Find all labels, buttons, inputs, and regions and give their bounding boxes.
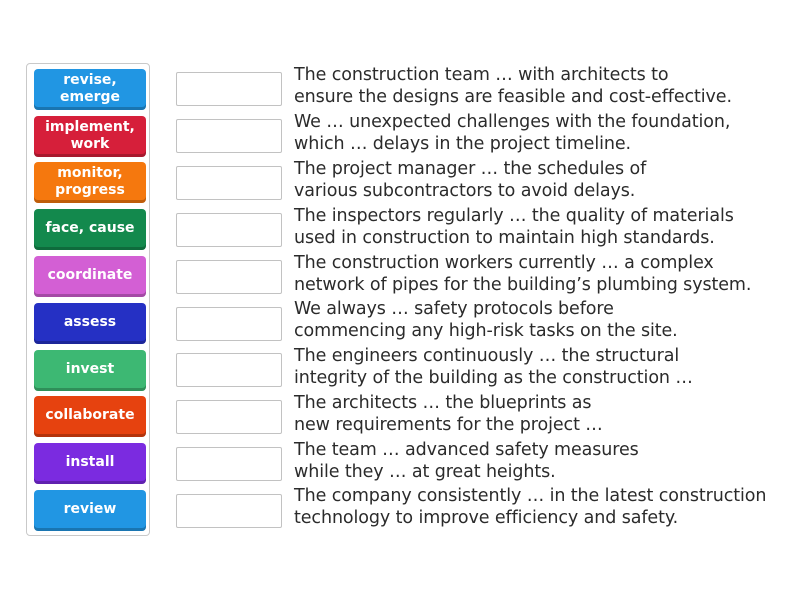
answer-drop-slot[interactable]	[176, 213, 282, 247]
question-text: The project manager … the schedules of various subcontractors to avoid delays.	[294, 159, 647, 201]
question-text: The construction team … with architects to ensure the designs are feasible and cost-effective.	[294, 65, 732, 107]
word-bank	[26, 63, 150, 536]
question-text: We always … safety protocols before commencing any high-risk tasks on the site.	[294, 299, 678, 341]
tile-label: assess	[63, 314, 117, 330]
tile-label: collaborate	[45, 407, 135, 423]
answer-tile[interactable]	[34, 256, 146, 297]
answer-drop-slot[interactable]	[176, 353, 282, 387]
answer-drop-slot[interactable]	[176, 494, 282, 528]
answer-drop-slot[interactable]	[176, 260, 282, 294]
question-text: The construction workers currently … a complex network of pipes for the building’s plumbing system.	[294, 253, 752, 295]
answer-drop-slot[interactable]	[176, 166, 282, 200]
tile-label: install	[65, 454, 115, 470]
answer-tile[interactable]	[34, 396, 146, 437]
answer-tile[interactable]	[34, 490, 146, 531]
question-text: The team … advanced safety measures while they … at great heights.	[294, 440, 639, 482]
question-text: The inspectors regularly … the quality of materials used in construction to maintain high standards.	[294, 206, 734, 248]
tile-label: coordinate	[47, 267, 133, 283]
answer-tile[interactable]	[34, 116, 146, 157]
question-text: The architects … the blueprints as new requirements for the project …	[294, 393, 603, 435]
tile-label: revise, emerge	[60, 71, 120, 105]
tile-label: review	[63, 501, 117, 517]
answer-tile[interactable]	[34, 209, 146, 250]
answer-tile[interactable]	[34, 350, 146, 391]
answer-tile[interactable]	[34, 69, 146, 110]
question-text: We … unexpected challenges with the foundation, which … delays in the project timeline.	[294, 112, 731, 154]
answer-tile[interactable]	[34, 162, 146, 203]
answer-drop-slot[interactable]	[176, 119, 282, 153]
answer-drop-slot[interactable]	[176, 307, 282, 341]
answer-tile[interactable]	[34, 303, 146, 344]
question-text: The company consistently … in the latest construction technology to improve efficiency and safety.	[294, 486, 767, 528]
answer-tile[interactable]	[34, 443, 146, 484]
answer-drop-slot[interactable]	[176, 72, 282, 106]
tile-label: implement, work	[45, 118, 135, 152]
answer-drop-slot[interactable]	[176, 400, 282, 434]
answer-drop-slot[interactable]	[176, 447, 282, 481]
tile-label: invest	[65, 361, 115, 377]
tile-label: monitor, progress	[55, 164, 125, 198]
tile-label: face, cause	[45, 220, 135, 236]
question-text: The engineers continuously … the structural integrity of the building as the construction …	[294, 346, 693, 388]
